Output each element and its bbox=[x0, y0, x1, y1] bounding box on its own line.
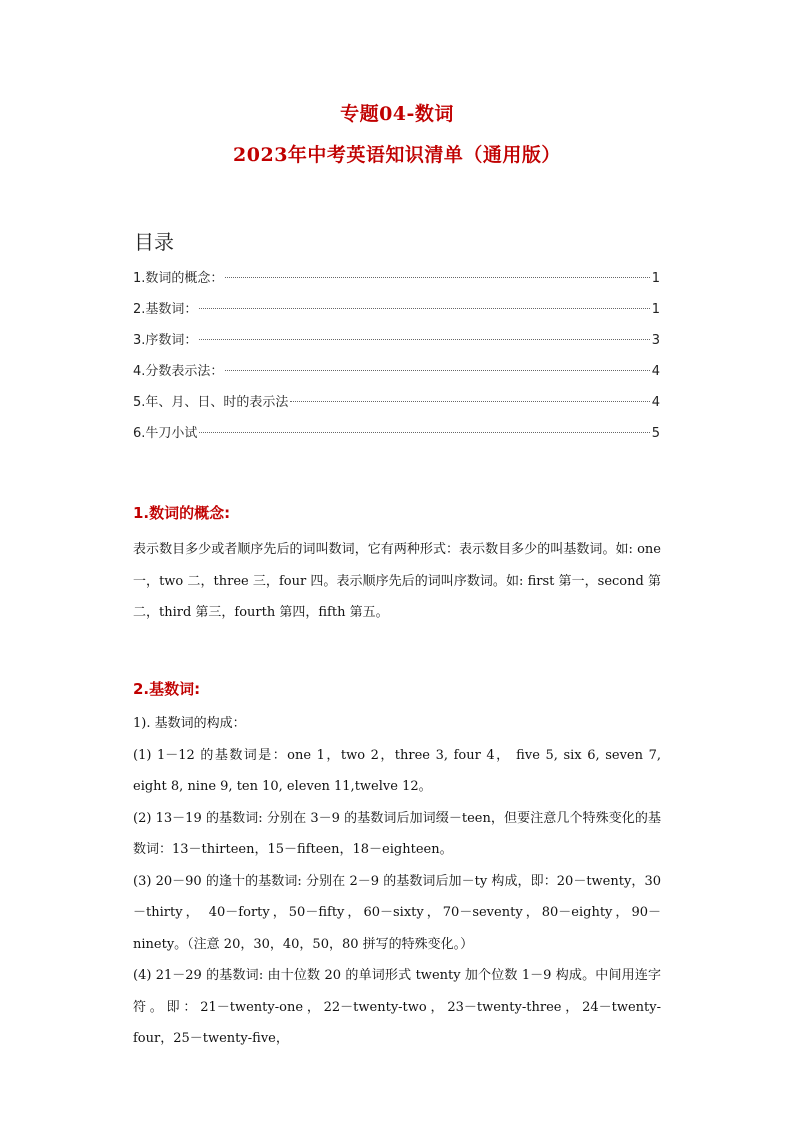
toc-entry-page: 1 bbox=[651, 302, 660, 317]
toc-entry[interactable] bbox=[133, 301, 660, 332]
toc-entry-label: 2.基数词： bbox=[133, 302, 198, 317]
toc-entry[interactable] bbox=[133, 394, 660, 425]
toc-leader-dots bbox=[225, 277, 649, 278]
document-title: 专题04-数词 bbox=[340, 103, 454, 125]
section-1-paragraph: 表示数目多少或者顺序先后的词叫数词，它有两种形式：表示数目多少的叫基数词。如: one 一，two 二，three 三，four 四。表示顺序先后的词叫序数词。如: first 第一，second 第二，third 第三，fourth 第四，fifth 第五。 bbox=[133, 542, 661, 620]
toc-entry-page: 4 bbox=[651, 364, 660, 379]
toc-entry-page: 5 bbox=[651, 426, 660, 441]
toc-leader-dots bbox=[225, 370, 649, 371]
table-of-contents bbox=[133, 270, 660, 456]
toc-leader-dots bbox=[199, 308, 649, 309]
section-1-body bbox=[133, 534, 661, 629]
toc-entry-label: 3.序数词： bbox=[133, 333, 198, 348]
section-2-body bbox=[133, 708, 661, 1055]
toc-leader-dots bbox=[199, 432, 649, 433]
toc-entry[interactable] bbox=[133, 425, 660, 456]
section-2-item: (1) 1－12 的基数词是：one 1，two 2，three 3, four 4， five 5, six 6, seven 7, eight 8, nine 9, ten 10, eleven 11,twelve 12。 bbox=[133, 747, 661, 794]
toc-entry-label: 6.牛刀小试 bbox=[133, 426, 198, 441]
section-2-item: (3) 20－90 的逢十的基数词: 分别在 2－9 的基数词后加－ty 构成，即：20－twenty，30－thirty， 40－forty，50－fifty，60－sixty，70－seventy，80－eighty，90－ninety。（注意 20，30，40，50，80 拼写的特殊变化。） bbox=[133, 873, 661, 952]
toc-heading: 目录 bbox=[134, 230, 174, 254]
toc-entry-page: 3 bbox=[651, 333, 660, 348]
section-2-heading: 2.基数词: bbox=[133, 680, 201, 698]
toc-entry-label: 1.数词的概念： bbox=[133, 271, 224, 286]
toc-entry-label: 4.分数表示法： bbox=[133, 364, 224, 379]
section-2-subheading: 1). 基数词的构成： bbox=[133, 716, 246, 731]
section-2-item: (4) 21－29 的基数词: 由十位数 20 的单词形式 twenty 加个位数 1－9 构成。中间用连字符。即：21－twenty-one，22－twenty-two，23－twenty-three，24－twenty-four，25－twenty-five， bbox=[133, 968, 661, 1046]
section-1-heading: 1.数词的概念: bbox=[133, 504, 231, 522]
toc-entry-page: 4 bbox=[651, 395, 660, 410]
document-subtitle: 2023年中考英语知识清单（通用版） bbox=[233, 144, 561, 166]
section-2-item: (2) 13－19 的基数词: 分别在 3－9 的基数词后加词缀－teen，但要注意几个特殊变化的基数词：13－thirteen，15－fifteen，18－eighteen。 bbox=[133, 810, 661, 857]
toc-entry-page: 1 bbox=[651, 271, 660, 286]
toc-entry-label: 5.年、月、日、时的表示法 bbox=[133, 395, 289, 410]
toc-entry[interactable] bbox=[133, 363, 660, 394]
toc-entry[interactable] bbox=[133, 270, 660, 301]
toc-entry[interactable] bbox=[133, 332, 660, 363]
toc-leader-dots bbox=[199, 339, 649, 340]
toc-leader-dots bbox=[290, 401, 649, 402]
